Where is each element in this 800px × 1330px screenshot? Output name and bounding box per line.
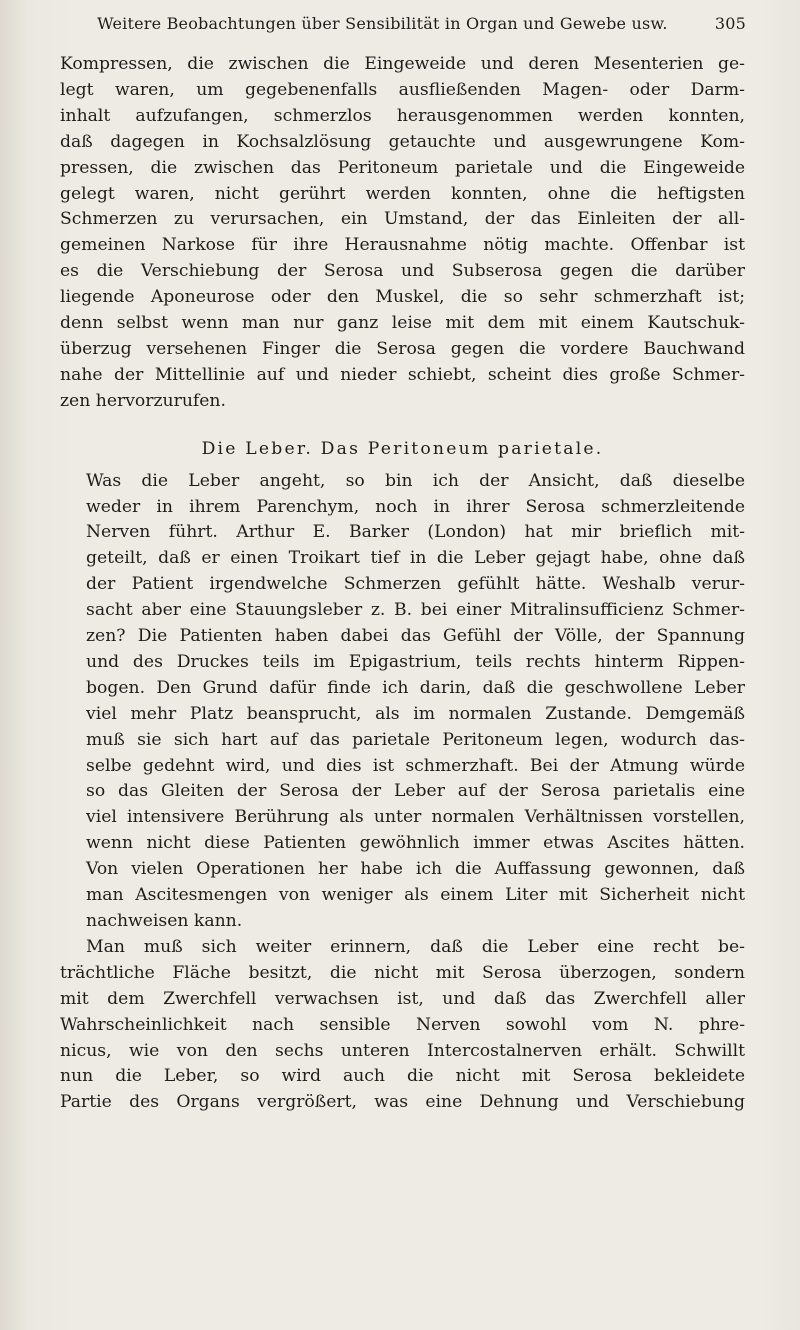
- text-line: viel mehr Platz beansprucht, als im normalen Zustande. Demgemäß: [86, 703, 745, 724]
- paragraph-leber: [60, 469, 745, 935]
- page-number: 305: [714, 14, 746, 33]
- section-heading: Die Leber. Das Peritoneum parietale.: [201, 438, 604, 459]
- text-line: sacht aber eine Stauungsleber z. B. bei einer Mitralinsufficienz Schmer-: [86, 600, 745, 621]
- text-line: Wahrscheinlichkeit nach sensible Nerven sowohl vom N. phre-: [60, 1014, 745, 1035]
- paragraph-continuation: [60, 52, 745, 415]
- running-head-title: Weitere Beobachtungen über Sensibilität in Organ und Gewebe usw.: [97, 14, 668, 33]
- text-line: zen? Die Patienten haben dabei das Gefühl der Völle, der Spannung: [86, 626, 745, 647]
- text-line: nun die Leber, so wird auch die nicht mit Serosa bekleidete: [60, 1066, 745, 1087]
- text-line: denn selbst wenn man nur ganz leise mit dem mit einem Kautschuk-: [60, 313, 745, 334]
- text-line: daß dagegen in Kochsalzlösung getauchte und ausgewrungene Kom-: [60, 131, 745, 152]
- text-line: geteilt, daß er einen Troikart tief in die Leber gejagt habe, ohne daß: [86, 548, 745, 569]
- text-line: nicus, wie von den sechs unteren Intercostalnerven erhält. Schwillt: [60, 1040, 745, 1061]
- text-line: wenn nicht diese Patienten gewöhnlich immer etwas Ascites hätten.: [86, 833, 745, 854]
- text-line: mit dem Zwerchfell verwachsen ist, und daß das Zwerchfell aller: [60, 988, 745, 1009]
- text-line: Man muß sich weiter erinnern, daß die Leber eine recht be-: [86, 936, 745, 957]
- text-line: und des Druckes teils im Epigastrium, teils rechts hinterm Rippen-: [86, 651, 745, 672]
- text-line: zen hervorzurufen.: [60, 390, 226, 411]
- text-line: inhalt aufzufangen, schmerzlos herausgenommen werden konnten,: [60, 105, 745, 126]
- text-line: Kompressen, die zwischen die Eingeweide und deren Mesenterien ge-: [60, 54, 745, 74]
- text-line: legt waren, um gegebenenfalls ausfließenden Magen- oder Darm-: [60, 79, 745, 100]
- paragraph-zwerchfell: [60, 935, 745, 1116]
- running-head: [74, 14, 746, 38]
- text-line: liegende Aponeurose oder den Muskel, die so sehr schmerzhaft ist;: [60, 287, 745, 308]
- text-line: es die Verschiebung der Serosa und Subserosa gegen die darüber: [60, 261, 745, 282]
- text-line: Von vielen Operationen her habe ich die Auffassung gewonnen, daß: [86, 859, 745, 880]
- text-line: überzug versehenen Finger die Serosa gegen die vordere Bauchwand: [60, 338, 745, 359]
- text-line: pressen, die zwischen das Peritoneum parietale und die Eingeweide: [60, 157, 745, 178]
- page-body: [60, 52, 745, 1116]
- text-line: bogen. Den Grund dafür finde ich darin, daß die geschwollene Leber: [86, 677, 745, 698]
- text-line: der Patient irgendwelche Schmerzen gefühlt hätte. Weshalb verur-: [86, 574, 745, 595]
- text-line: selbe gedehnt wird, und dies ist schmerzhaft. Bei der Atmung würde: [86, 755, 745, 776]
- text-line: Nerven führt. Arthur E. Barker (London) hat mir brieflich mit-: [86, 522, 745, 543]
- text-line: nahe der Mittellinie auf und nieder schiebt, scheint dies große Schmer-: [60, 364, 745, 385]
- text-line: man Ascitesmengen von weniger als einem Liter mit Sicherheit nicht: [86, 885, 745, 906]
- text-line: trächtliche Fläche besitzt, die nicht mit Serosa überzogen, sondern: [60, 962, 745, 983]
- text-line: Was die Leber angeht, so bin ich der Ansicht, daß dieselbe: [86, 470, 745, 491]
- text-line: Partie des Organs vergrößert, was eine Dehnung und Verschiebung: [60, 1092, 745, 1113]
- text-line: Schmerzen zu verursachen, ein Umstand, der das Einleiten der all-: [60, 209, 745, 230]
- text-line: nachweisen kann.: [86, 911, 243, 931]
- text-line: gemeinen Narkose für ihre Herausnahme nötig machte. Offenbar ist: [60, 235, 745, 256]
- text-line: muß sie sich hart auf das parietale Peritoneum legen, wodurch das-: [86, 729, 745, 750]
- text-line: so das Gleiten der Serosa der Leber auf der Serosa parietalis eine: [86, 781, 745, 802]
- text-line: viel intensivere Berührung als unter normalen Verhältnissen vorstellen,: [86, 807, 745, 828]
- text-line: gelegt waren, nicht gerührt werden konnten, ohne die heftigsten: [60, 183, 745, 204]
- text-line: weder in ihrem Parenchym, noch in ihrer Serosa schmerzleitende: [86, 496, 745, 517]
